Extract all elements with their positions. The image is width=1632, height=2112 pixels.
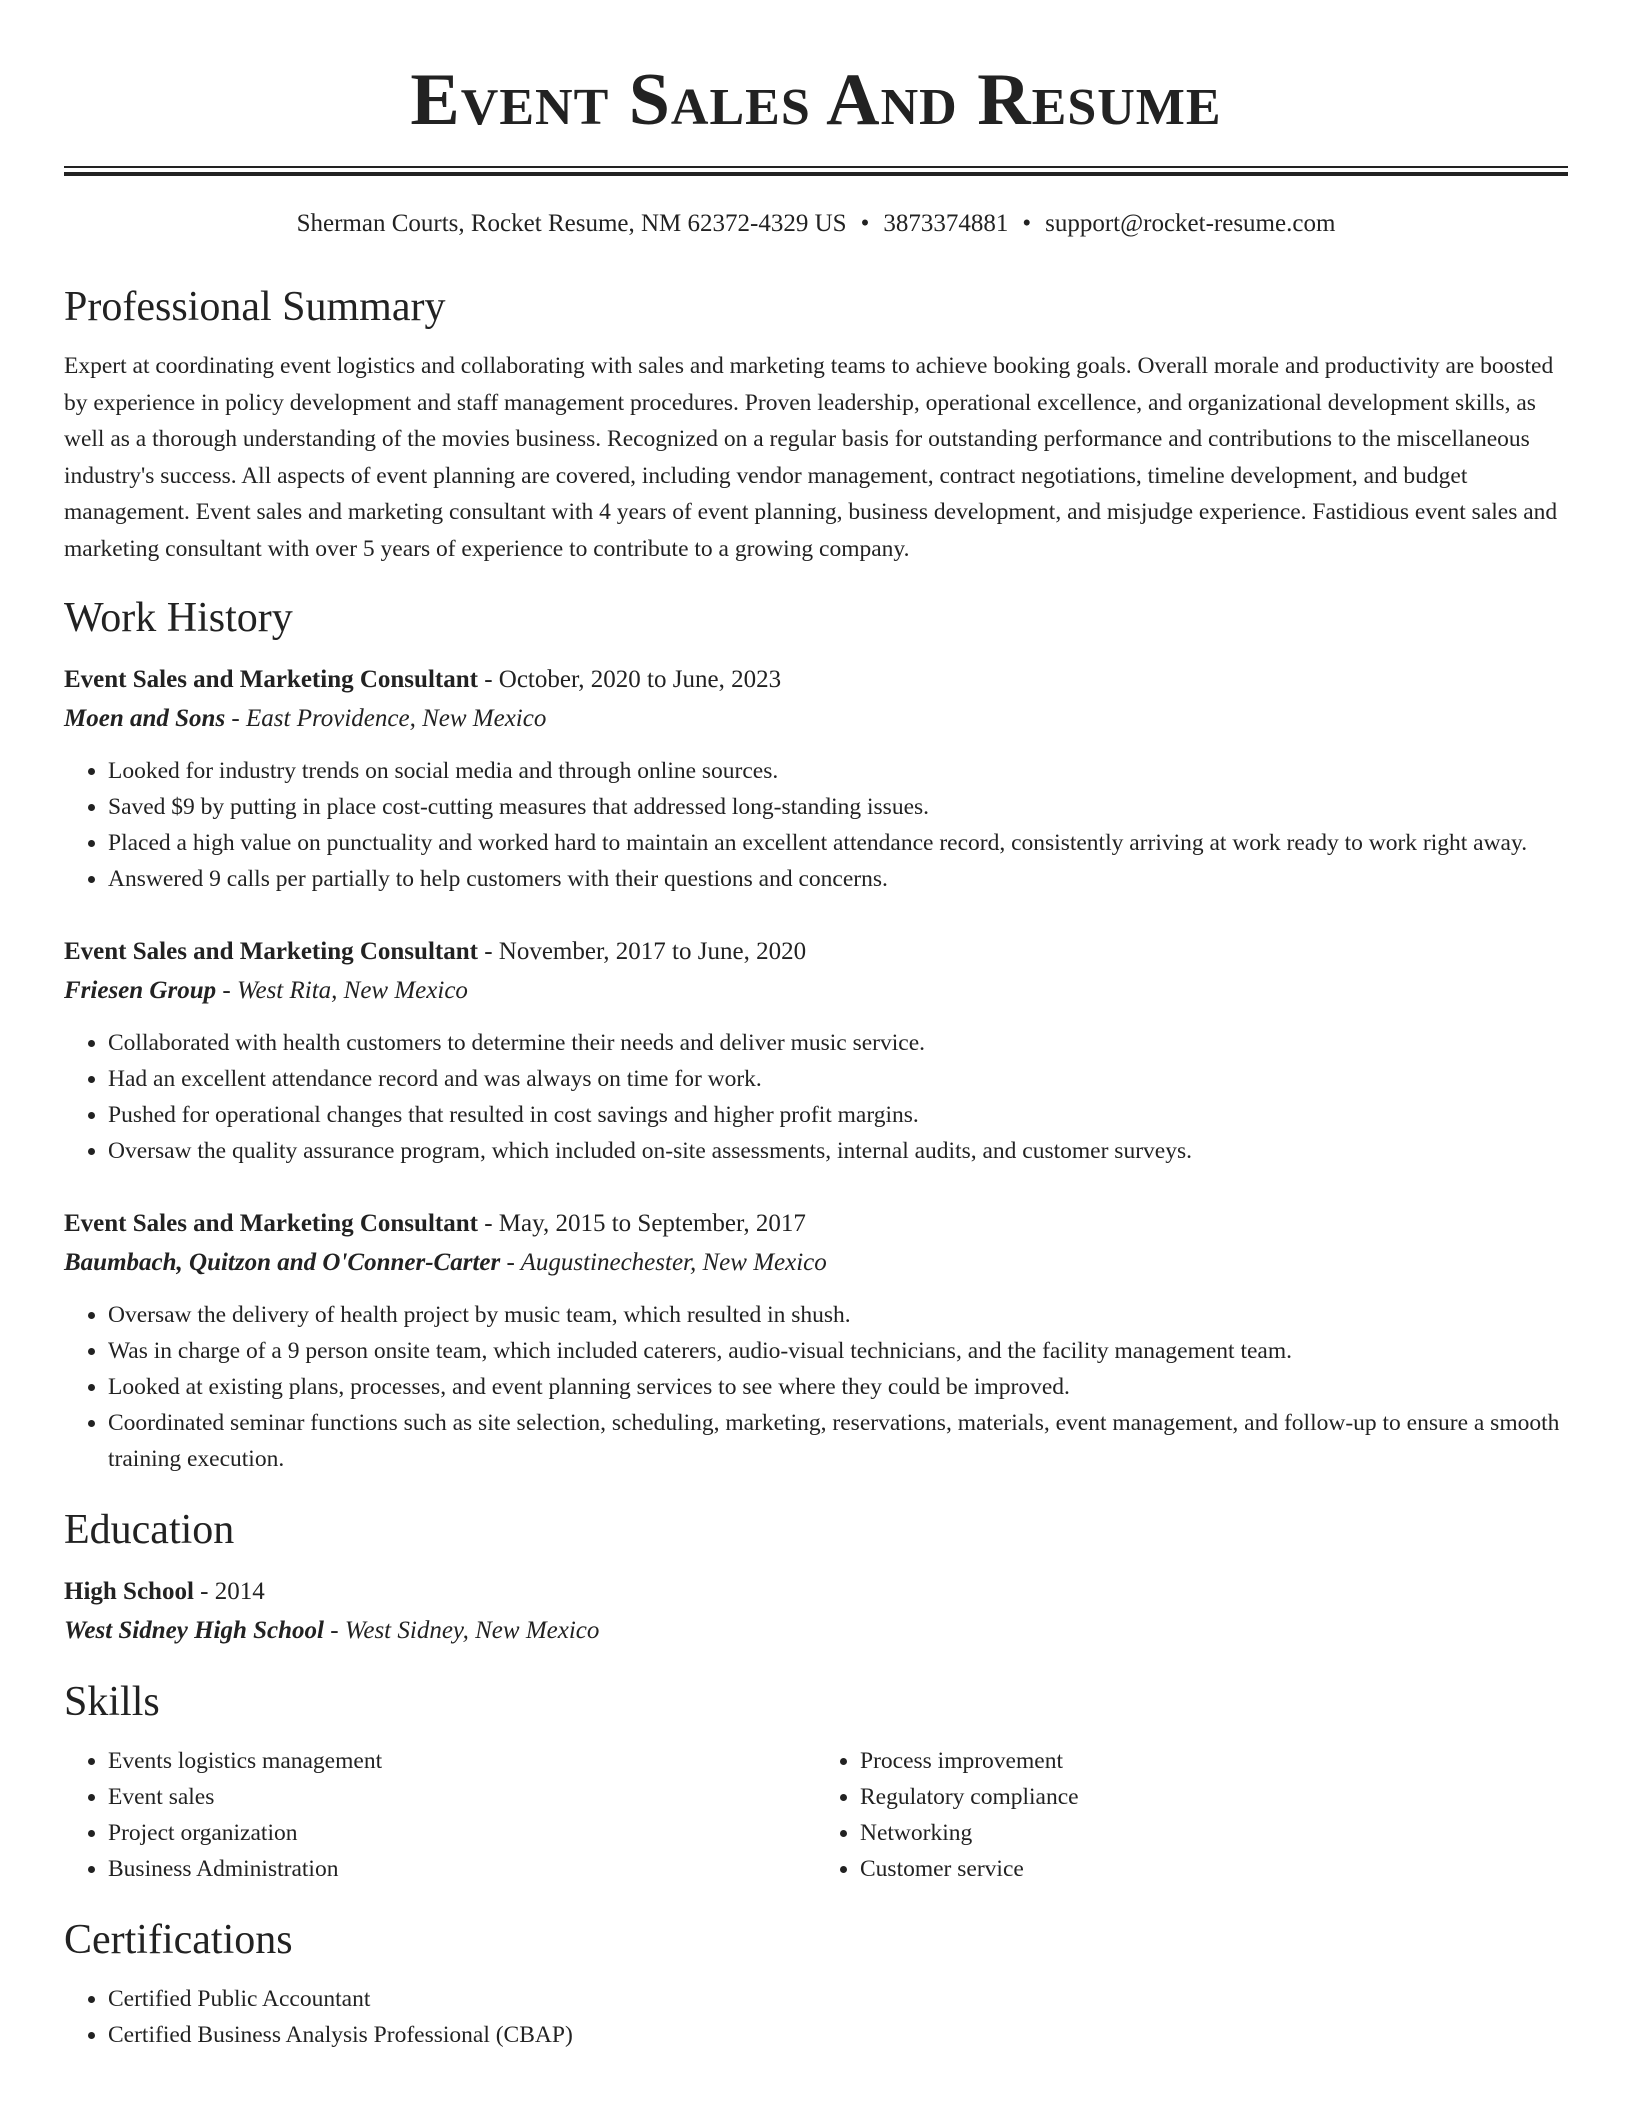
job-title: Event Sales and Marketing Consultant	[64, 1210, 478, 1237]
company-location: - Augustinechester, New Mexico	[500, 1249, 827, 1276]
job-title: Event Sales and Marketing Consultant	[64, 666, 478, 693]
job-title-line	[64, 661, 1568, 699]
education-entry	[64, 1573, 1568, 1651]
resume-name: Event Sales And Resume	[410, 59, 1222, 141]
education-heading: Education	[64, 1507, 235, 1553]
skill-item: • Project organization	[108, 1815, 816, 1851]
skill-item: • Events logistics management	[108, 1743, 816, 1779]
skill-item: • Regulatory compliance	[860, 1779, 1568, 1815]
company-name: Baumbach, Quitzon and O'Conner-Carter	[64, 1249, 501, 1276]
contact-separator: •	[860, 210, 870, 237]
job-bullet: • Saved $9 by putting in place cost-cutting measures that addressed long-standing issues.	[108, 789, 1568, 825]
job-title-line	[64, 1205, 1568, 1243]
job-dates: - November, 2017 to June, 2020	[477, 938, 807, 965]
certifications-list	[64, 1981, 1568, 2053]
company-location: - West Rita, New Mexico	[216, 977, 468, 1004]
school-name: West Sidney High School	[64, 1617, 324, 1644]
job-bullet: • Was in charge of a 9 person onsite team, which included caterers, audio-visual technicians, and the facility management team.	[108, 1333, 1568, 1369]
job-bullet: • Collaborated with health customers to determine their needs and deliver music service.	[108, 1025, 1568, 1061]
skill-item: • Networking	[860, 1815, 1568, 1851]
job-entry	[64, 661, 1568, 897]
job-bullet: • Answered 9 calls per partially to help customers with their questions and concerns.	[108, 861, 1568, 897]
job-bullet: • Coordinated seminar functions such as site selection, scheduling, marketing, reservations, materials, event management, and follow-up to ensure a smooth training execution.	[108, 1405, 1568, 1477]
work-history-heading: Work History	[64, 595, 293, 641]
company-line	[64, 971, 1568, 1011]
skill-item: • Business Administration	[108, 1851, 816, 1887]
company-name: Moen and Sons	[64, 705, 226, 732]
contact-separator: •	[1022, 210, 1032, 237]
job-title: Event Sales and Marketing Consultant	[64, 938, 478, 965]
certification-item: • Certified Public Accountant	[108, 1981, 1568, 2017]
degree: High School	[64, 1578, 194, 1605]
school-line	[64, 1611, 1568, 1651]
job-bullet: • Pushed for operational changes that resulted in cost savings and higher profit margins.	[108, 1097, 1568, 1133]
job-bullets	[64, 753, 1568, 897]
contact-address: Sherman Courts, Rocket Resume, NM 62372-4329 US	[296, 210, 847, 237]
job-title-line	[64, 933, 1568, 971]
header-divider	[64, 166, 1568, 176]
job-entry	[64, 1205, 1568, 1477]
contact-email: support@rocket-resume.com	[1045, 210, 1336, 237]
company-line	[64, 1243, 1568, 1283]
skills-grid	[64, 1743, 1568, 1887]
skill-item: • Customer service	[860, 1851, 1568, 1887]
job-bullet: • Oversaw the quality assurance program, which included on-site assessments, internal audits, and customer surveys.	[108, 1133, 1568, 1169]
summary-text: Expert at coordinating event logistics and collaborating with sales and marketing teams to achieve booking goals. Overall morale and productivity are boosted by experience in policy development and staff management procedures. Proven leadership, operational excellence, and organizational development skills, as well as a thorough understanding of the movies business. Recognized on a regular basis for outstanding performance and contributions to the miscellaneous industry's success. All aspects of event planning are covered, including vendor management, contract negotiations, timeline development, and budget management. Event sales and marketing consultant with 4 years of event planning, business development, and misjudge experience. Fastidious event sales and marketing consultant with over 5 years of experience to contribute to a growing company.	[64, 353, 1558, 562]
summary-heading: Professional Summary	[64, 284, 446, 330]
job-bullets	[64, 1297, 1568, 1477]
job-dates: - October, 2020 to June, 2023	[477, 666, 782, 693]
skills-heading: Skills	[64, 1679, 160, 1725]
skills-column-left	[64, 1743, 816, 1887]
job-bullet: • Oversaw the delivery of health project by music team, which resulted in shush.	[108, 1297, 1568, 1333]
resume-page	[64, 0, 1568, 2053]
job-entry	[64, 933, 1568, 1169]
skills-column-right	[816, 1743, 1568, 1887]
company-location: - East Providence, New Mexico	[225, 705, 547, 732]
school-location: - West Sidney, New Mexico	[324, 1617, 600, 1644]
job-bullet: • Looked for industry trends on social media and through online sources.	[108, 753, 1568, 789]
certifications-heading: Certifications	[64, 1917, 293, 1963]
graduation-year: - 2014	[193, 1578, 265, 1605]
job-bullet: • Had an excellent attendance record and was always on time for work.	[108, 1061, 1568, 1097]
job-bullet: • Looked at existing plans, processes, and event planning services to see where they could be improved.	[108, 1369, 1568, 1405]
degree-line	[64, 1573, 1568, 1611]
company-name: Friesen Group	[64, 977, 217, 1004]
certification-item: • Certified Business Analysis Professional (CBAP)	[108, 2017, 1568, 2053]
skill-item: • Event sales	[108, 1779, 816, 1815]
job-bullet: • Placed a high value on punctuality and worked hard to maintain an excellent attendance record, consistently arriving at work ready to work right away.	[108, 825, 1568, 861]
skill-item: • Process improvement	[860, 1743, 1568, 1779]
contact-phone: 3873374881	[883, 210, 1009, 237]
job-dates: - May, 2015 to September, 2017	[477, 1210, 806, 1237]
job-bullets	[64, 1025, 1568, 1169]
contact-line	[64, 208, 1568, 240]
company-line	[64, 699, 1568, 739]
